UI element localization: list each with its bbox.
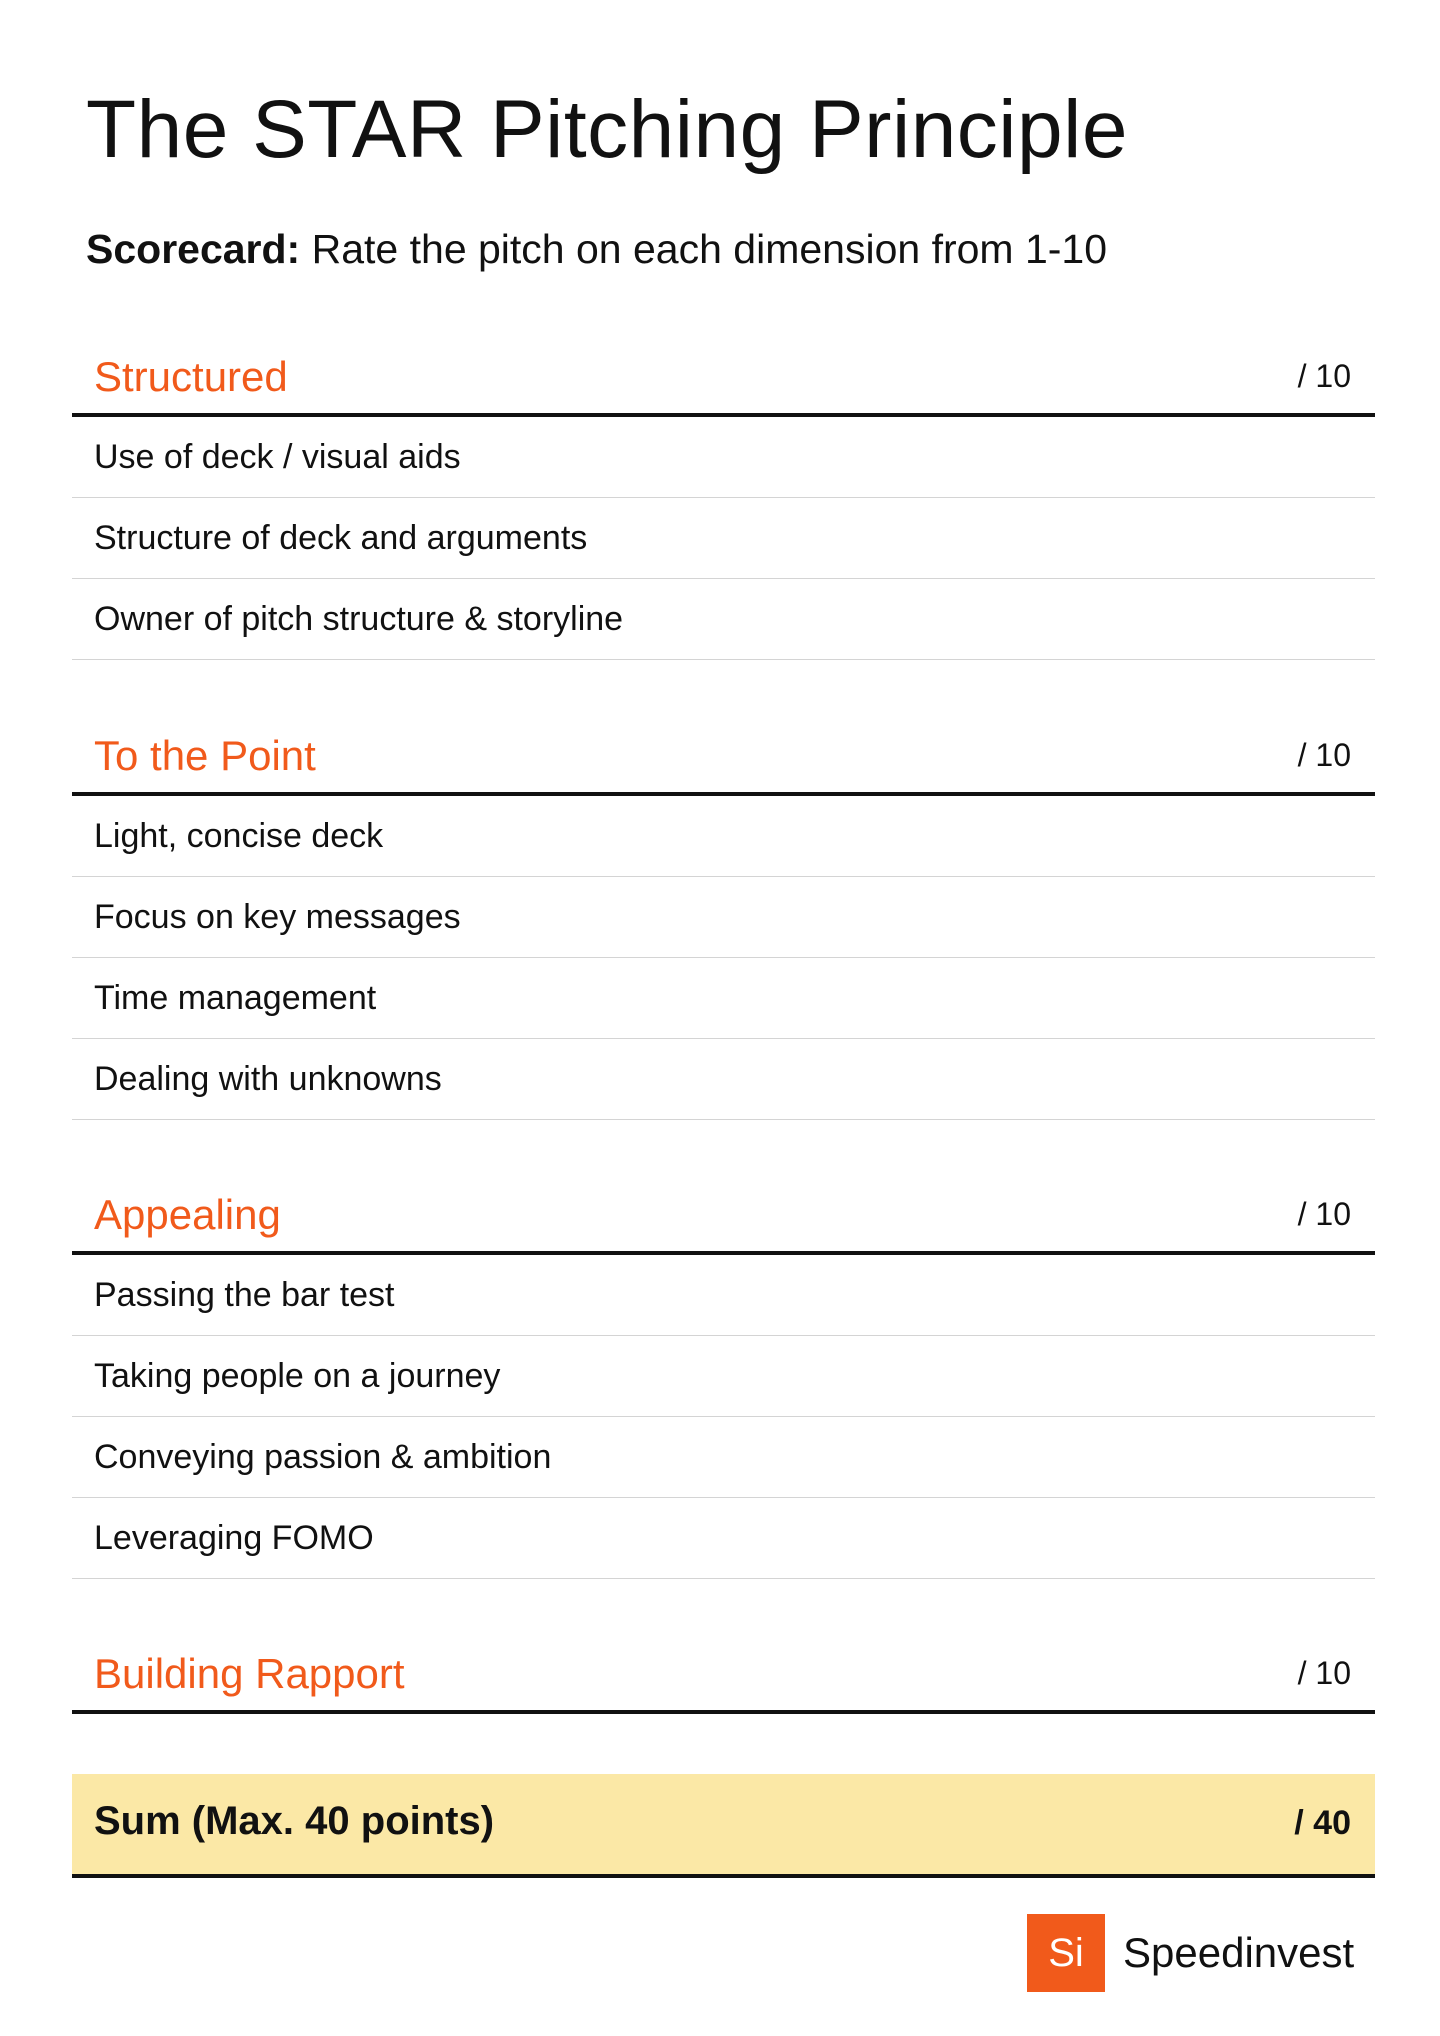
criterion-row — [72, 498, 1375, 579]
section-title: Structured — [94, 353, 288, 400]
section-header — [72, 1642, 1375, 1714]
section-title: To the Point — [94, 732, 316, 779]
section-appealing — [72, 1183, 1375, 1579]
section-score: / 10 — [1297, 1196, 1351, 1232]
page-title: The STAR Pitching Principle — [86, 84, 1128, 175]
section-to-the-point — [72, 724, 1375, 1120]
criterion-label: Structure of deck and arguments — [94, 519, 588, 557]
sum-label: Sum (Max. 40 points) — [94, 1799, 495, 1843]
criterion-label: Use of deck / visual aids — [94, 438, 461, 476]
criterion-label: Time management — [94, 979, 377, 1017]
criterion-row — [72, 1417, 1375, 1498]
criterion-row — [72, 1336, 1375, 1417]
section-header — [72, 345, 1375, 417]
scorecard-text: Rate the pitch on each dimension from 1-10 — [311, 226, 1108, 272]
section-header — [72, 1183, 1375, 1255]
criterion-label: Passing the bar test — [94, 1276, 395, 1314]
logo-mark-icon: Si — [1027, 1914, 1105, 1992]
criterion-label: Light, concise deck — [94, 817, 384, 855]
criterion-label: Conveying passion & ambition — [94, 1438, 552, 1476]
scorecard-instructions — [86, 223, 1107, 275]
criterion-label: Taking people on a journey — [94, 1357, 501, 1395]
criterion-row — [72, 1255, 1375, 1336]
criterion-label: Focus on key messages — [94, 898, 461, 936]
criterion-label: Leveraging FOMO — [94, 1519, 374, 1557]
section-score: / 10 — [1297, 737, 1351, 773]
criterion-row — [72, 877, 1375, 958]
section-score: / 10 — [1297, 358, 1351, 394]
criterion-label: Dealing with unknowns — [94, 1060, 442, 1098]
section-title: Appealing — [94, 1191, 281, 1238]
section-score: / 10 — [1297, 1655, 1351, 1691]
criterion-row — [72, 1039, 1375, 1120]
criterion-row — [72, 958, 1375, 1039]
criterion-row — [72, 417, 1375, 498]
brand-name: Speedinvest — [1123, 1929, 1355, 1976]
scorecard-label: Scorecard: — [86, 226, 301, 272]
criterion-label: Owner of pitch structure & storyline — [94, 600, 624, 638]
sum-row — [72, 1774, 1375, 1878]
section-title: Building Rapport — [94, 1650, 405, 1697]
criterion-row — [72, 796, 1375, 877]
section-building-rapport — [72, 1642, 1375, 1714]
section-structured — [72, 345, 1375, 660]
criterion-row — [72, 1498, 1375, 1579]
section-header — [72, 724, 1375, 796]
criterion-row — [72, 579, 1375, 660]
sum-score: / 40 — [1294, 1804, 1351, 1842]
